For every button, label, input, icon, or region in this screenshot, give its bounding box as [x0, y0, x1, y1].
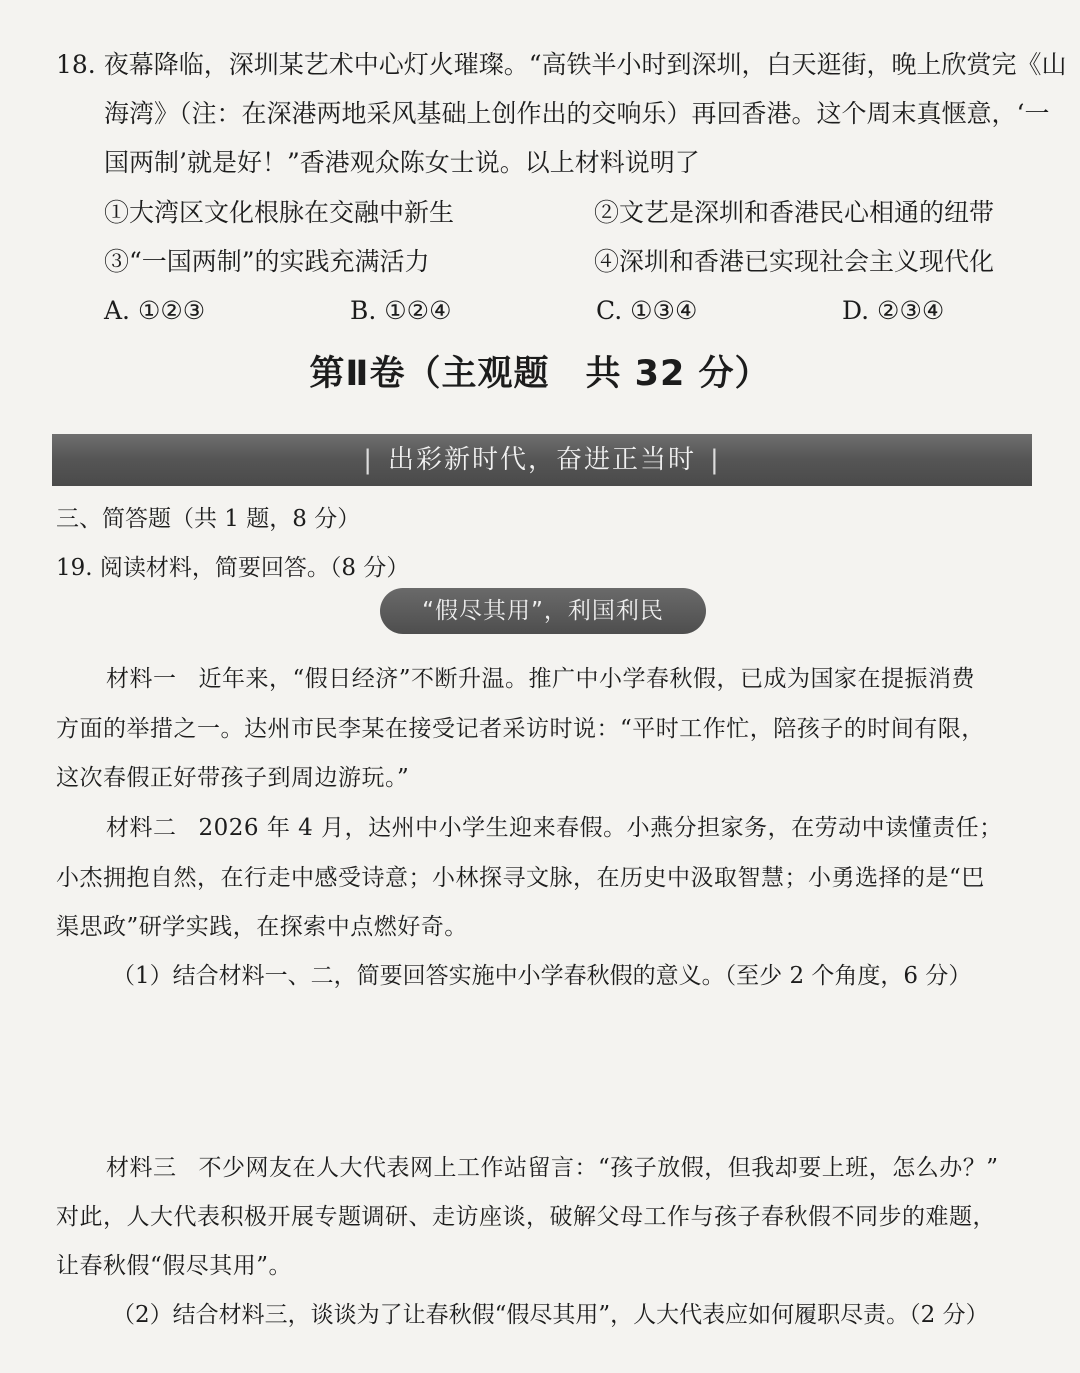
- q19-sub-question-2: （2）结合材料三，谈谈为了让春秋假“假尽其用”，人大代表应如何履职尽责。（2 分）: [112, 1302, 989, 1328]
- material-2-first-line: [106, 813, 1003, 843]
- material-2-label: 材料二: [106, 815, 177, 841]
- q19-prompt: 19. 阅读材料，简要回答。（8 分）: [56, 555, 410, 581]
- q18-stem-line-2: 海湾》（注：在深港两地采风基础上创作出的交响乐）再回香港。这个周末真惬意，‘一: [104, 99, 1050, 128]
- material-1-label: 材料一: [106, 666, 177, 692]
- q18-choice-d: D. ②③④: [842, 296, 945, 325]
- material-1-line-1: 近年来，“假日经济”不断升温。推广中小学春秋假，已成为国家在提振消费: [198, 666, 976, 692]
- q18-stem-line-1: 18. 夜幕降临，深圳某艺术中心灯火璀璨。“高铁半小时到深圳，白天逛街，晚上欣赏完《山: [56, 50, 1067, 79]
- material-3-line-3: 让春秋假“假尽其用”。: [56, 1253, 293, 1279]
- banner-text: 出彩新时代，奋进正当时: [387, 445, 696, 475]
- material-2-line-2: 小杰拥抱自然，在行走中感受诗意；小林探寻文脉，在历史中汲取智慧；小勇选择的是“巴: [56, 865, 985, 891]
- q19-sub-question-1: （1）结合材料一、二，简要回答实施中小学春秋假的意义。（至少 2 个角度，6 分）: [112, 963, 972, 989]
- material-3-line-1: 不少网友在人大代表网上工作站留言：“孩子放假，但我却要上班，怎么办？”: [198, 1155, 999, 1181]
- material-3-label: 材料三: [106, 1155, 177, 1181]
- q18-stem-line-3: 国两制’就是好！”香港观众陈女士说。以上材料说明了: [104, 148, 700, 177]
- q18-statement-3: ③“一国两制”的实践充满活力: [104, 247, 430, 276]
- material-3-line-2: 对此，人大代表积极开展专题调研、走访座谈，破解父母工作与孩子春秋假不同步的难题，: [56, 1204, 996, 1230]
- material-2-line-3: 渠思政”研学实践，在探索中点燃好奇。: [56, 914, 468, 940]
- q18-choice-a: A. ①②③: [104, 296, 206, 325]
- q19-topic-pill: “假尽其用”，利国利民: [380, 588, 706, 634]
- material-1-line-2: 方面的举措之一。达州市民李某在接受记者采访时说：“平时工作忙，陪孩子的时间有限，: [56, 716, 985, 742]
- q18-statement-2: ②文艺是深圳和香港民心相通的纽带: [594, 198, 995, 227]
- section-title: 第Ⅱ卷（主观题 共 32 分）: [309, 354, 771, 394]
- theme-banner: [52, 434, 1032, 486]
- material-1-first-line: [106, 664, 975, 694]
- material-1-line-3: 这次春假正好带孩子到周边游玩。”: [56, 765, 410, 791]
- part3-heading: 三、简答题（共 1 题，8 分）: [56, 506, 361, 532]
- q18-statement-4: ④深圳和香港已实现社会主义现代化: [594, 247, 995, 276]
- material-2-line-1: 2026 年 4 月，达州中小学生迎来春假。小燕分担家务，在劳动中读懂责任；: [198, 815, 1003, 841]
- banner-bar-right: |: [710, 445, 721, 475]
- q18-choice-b: B. ①②④: [350, 296, 452, 325]
- q18-choice-c: C. ①③④: [596, 296, 698, 325]
- q18-statement-1: ①大湾区文化根脉在交融中新生: [104, 198, 455, 227]
- banner-bar-left: |: [363, 445, 374, 475]
- material-3-first-line: [106, 1153, 999, 1183]
